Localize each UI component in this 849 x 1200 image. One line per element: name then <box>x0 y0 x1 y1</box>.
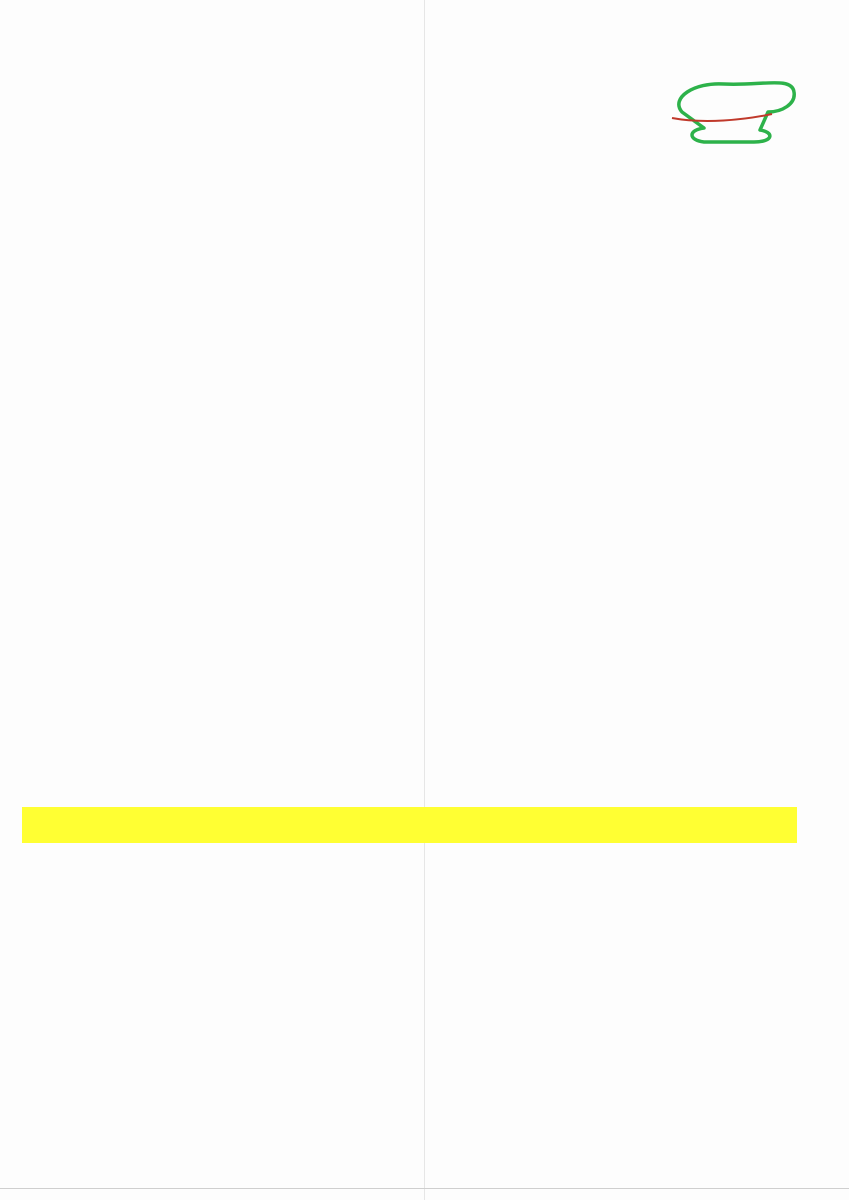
school-catering-logo <box>664 72 802 150</box>
scan-fold-line <box>424 0 425 1200</box>
changes-reserved-banner <box>22 807 797 843</box>
scan-edge-line <box>0 1188 849 1189</box>
